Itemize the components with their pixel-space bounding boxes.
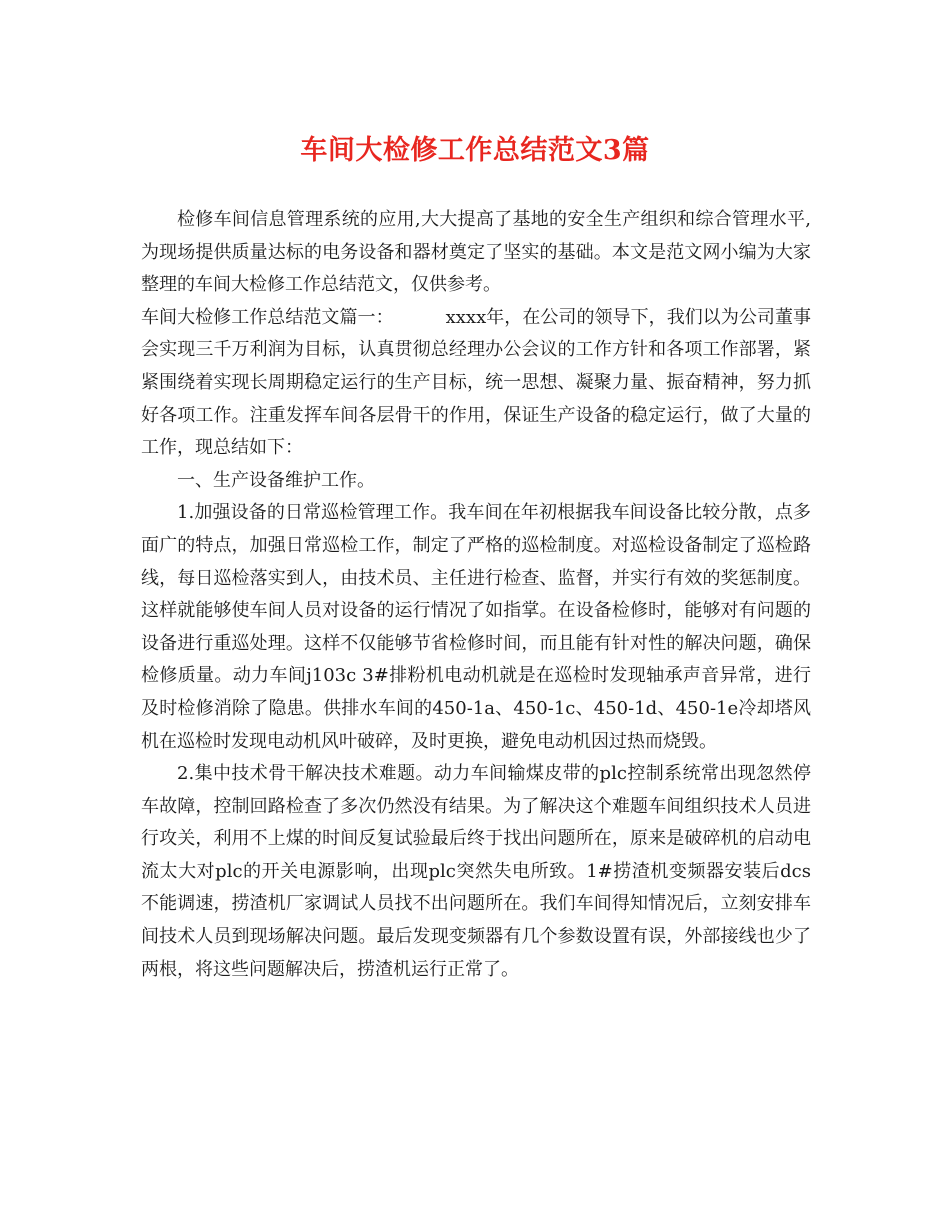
part1-paragraph [141, 302, 811, 465]
item-paragraph-1: 1.加强设备的日常巡检管理工作。我车间在年初根据我车间设备比较分散，点多面广的特点，加强日常巡检工作，制定了严格的巡检制度。对巡检设备制定了巡检路线，每日巡检落实到人，由技术员、主任进行检查、监督，并实行有效的奖惩制度。这样就能够使车间人员对设备的运行情况了如指掌。在设备检修时，能够对有问题的设备进行重巡处理。这样不仅能够节省检修时间，而且能有针对性的解决问题，确保检修质量。动力车间j103c 3#排粉机电动机就是在巡检时发现轴承声音异常，进行及时检修消除了隐患。供排水车间的450-1a、450-1c、450-1d、450-1e冷却塔风机在巡检时发现电动机风叶破碎，及时更换，避免电动机因过热而烧毁。 [141, 502, 811, 752]
intro-paragraph: 检修车间信息管理系统的应用,大大提高了基地的安全生产组织和综合管理水平,为现场提供质量达标的电务设备和器材奠定了坚实的基础。本文是范文网小编为大家整理的车间大检修工作总结范文，仅供参考。 [141, 209, 811, 296]
document-body [141, 204, 811, 986]
section-heading-1: 一、生产设备维护工作。 [177, 469, 375, 491]
part1-label: 车间大检修工作总结范文篇一： [141, 306, 394, 328]
item-paragraph-2: 2.集中技术骨干解决技术难题。动力车间输煤皮带的plc控制系统常出现忽然停车故障，控制回路检查了多次仍然没有结果。为了解决这个难题车间组织技术人员进行攻关，利用不上煤的时间反复试验最后终于找出问题所在，原来是破碎机的启动电流太大对plc的开关电源影响，出现plc突然失电所致。1#捞渣机变频器安装后dcs不能调速，捞渣机厂家调试人员找不出问题所在。我们车间得知情况后，立刻安排车间技术人员到现场解决问题。最后发现变频器有几个参数设置有误，外部接线也少了两根，将这些问题解决后，捞渣机运行正常了。 [141, 763, 811, 980]
document-title: 车间大检修工作总结范文3篇 [300, 135, 650, 166]
part1-text: xxxx年，在公司的领导下，我们以为公司董事会实现三千万利润为目标，认真贯彻总经理办公会议的工作方针和各项工作部署，紧紧围绕着实现长周期稳定运行的生产目标，统一思想、凝聚力量、振奋精神，努力抓好各项工作。注重发挥车间各层骨干的作用，保证生产设备的稳定运行，做了大量的工作，现总结如下： [141, 306, 811, 459]
